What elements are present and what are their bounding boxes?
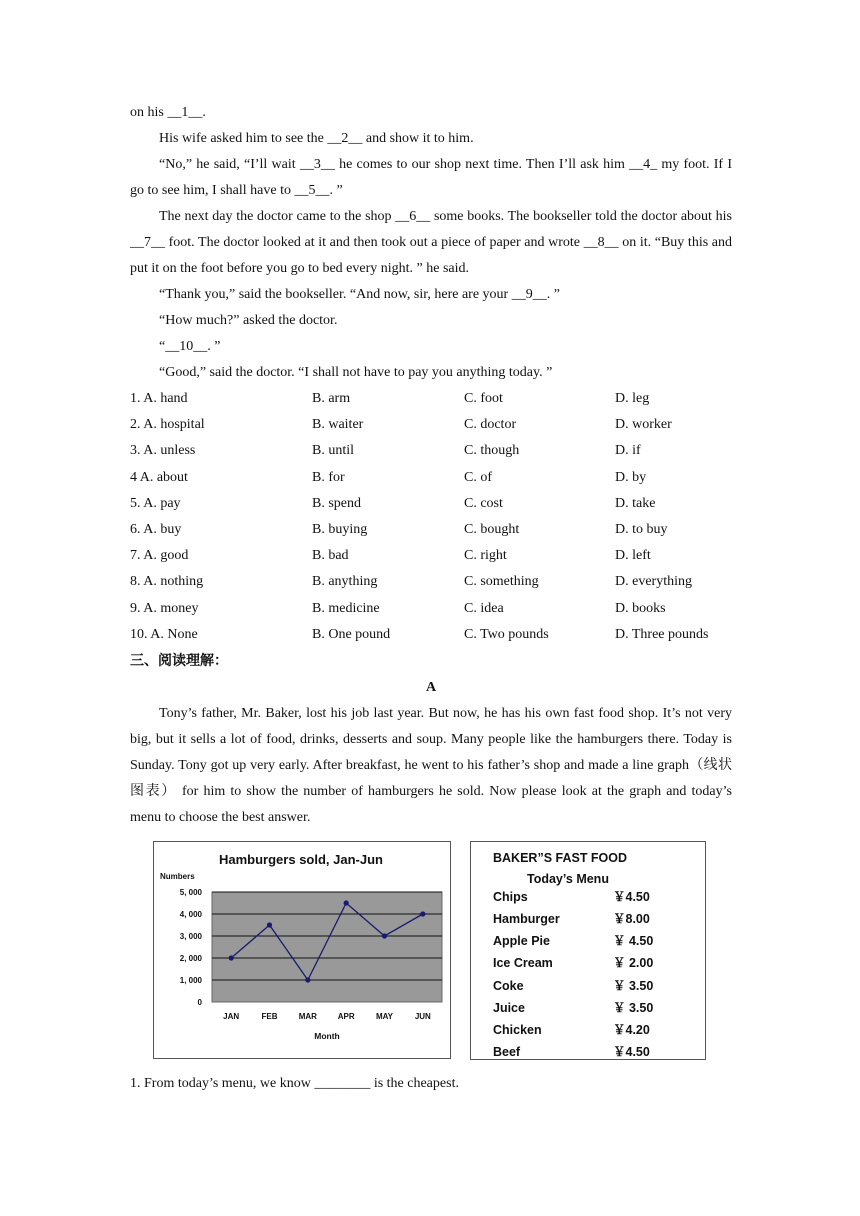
option-c: C. foot [464, 391, 503, 406]
menu-panel [470, 841, 706, 1060]
chart-title: Hamburgers sold, Jan-Jun [219, 851, 383, 867]
passage-line-7: “__10__. ” [159, 339, 221, 354]
menu-item-price: ￥ 3.50 [613, 1000, 654, 1015]
option-c: C. something [464, 574, 539, 590]
option-d: D. if [615, 443, 641, 459]
option-row [130, 622, 732, 648]
y-tick-label: 3, 000 [179, 931, 202, 941]
question-1: 1. From today’s menu, we know ________ is the cheapest. [130, 1075, 459, 1091]
menu-item-price: ￥4.20 [613, 1023, 650, 1037]
x-tick-label: FEB [261, 1011, 278, 1021]
menu-item-name: Ice Cream [493, 956, 553, 971]
option-d: D. Three pounds [615, 626, 709, 642]
menu-item-name: Chips [493, 889, 528, 904]
option-a: 4 A. about [130, 469, 188, 485]
option-b: B. bad [312, 548, 349, 564]
option-b: B. for [312, 469, 345, 485]
option-b: B. until [312, 443, 355, 459]
option-c: C. Two pounds [464, 626, 549, 642]
option-b: B. medicine [312, 600, 380, 616]
option-d: D. left [615, 548, 651, 564]
menu-item-name: Chicken [493, 1023, 542, 1037]
menu-item-price: ￥4.50 [613, 889, 650, 904]
option-c: C. idea [464, 600, 504, 616]
x-tick-label: MAY [375, 1011, 394, 1021]
option-d: D. leg [615, 391, 650, 406]
y-tick-label: 0 [197, 997, 202, 1007]
document-page [130, 100, 732, 1097]
y-tick-label: 2, 000 [179, 953, 202, 963]
menu-item-price: ￥8.00 [613, 912, 650, 927]
reading-paragraph: Tony’s father, Mr. Baker, lost his job last year. But now, he has his own fast food shop. It’s not very big, but it sells a lot of food, drinks, desserts and soup. Many people like the hamburgers there. Today is Sunday. Tony got up very early. After breakfast, he went to his father’s shop and made a line graph（线状图表） for him to show the number of hamburgers he sold. Now please look at the graph and today’s menu to choose the best answer. [130, 705, 732, 825]
data-point [229, 955, 234, 960]
option-d: D. everything [615, 574, 692, 590]
option-a: 5. A. pay [130, 495, 181, 511]
part-label: A [425, 679, 437, 695]
menu-item [493, 1019, 693, 1041]
y-tick-label: 5, 000 [179, 887, 202, 897]
option-row [130, 412, 732, 438]
menu-subtitle: Today’s Menu [527, 871, 609, 886]
option-row [130, 569, 732, 595]
option-b: B. anything [312, 574, 378, 590]
option-a: 10. A. None [130, 626, 198, 642]
menu-item [493, 930, 693, 952]
menu-item [493, 908, 693, 930]
menu-item-name: Beef [493, 1045, 521, 1060]
option-c: C. though [464, 443, 520, 459]
option-row [130, 491, 732, 517]
y-tick-label: 1, 000 [179, 975, 202, 985]
option-d: D. books [615, 600, 666, 616]
plot-area [212, 892, 442, 1002]
passage-line-3: “No,” he said, “I’ll wait __3__ he comes to our shop next time. Then I’ll ask him __4_ my foot. If I go to see him, I shall have to __5__. ” [130, 157, 732, 198]
y-tick-label: 4, 000 [179, 909, 202, 919]
option-d: D. take [615, 495, 656, 511]
passage-line-5: “Thank you,” said the bookseller. “And now, sir, here are your __9__. ” [159, 287, 560, 302]
option-b: B. waiter [312, 417, 364, 433]
section-title: 三、阅读理解： [130, 653, 228, 669]
option-d: D. by [615, 469, 647, 485]
x-tick-label: JAN [223, 1011, 240, 1021]
passage-line-4: The next day the doctor came to the shop __6__ some books. The bookseller told the doctor about his __7__ foot. The doctor looked at it and then took out a piece of paper and wrote __8__ on it. “Buy this and put it on the foot before you go to bed every night. ” he said. [130, 209, 732, 276]
option-c: C. right [464, 548, 507, 564]
data-point [267, 922, 272, 927]
menu-item [493, 997, 693, 1019]
data-point [382, 933, 387, 938]
menu-item-name: Apple Pie [493, 934, 550, 949]
menu-item-name: Juice [493, 1000, 525, 1015]
option-row [130, 465, 732, 491]
options-list [130, 386, 732, 648]
menu-item-price: ￥4.50 [613, 1045, 650, 1060]
x-axis-label: Month [314, 1030, 340, 1041]
line-chart [153, 841, 451, 1059]
option-a: 9. A. money [130, 600, 199, 616]
menu-item [493, 975, 693, 997]
x-tick-label: JUN [414, 1011, 431, 1021]
data-point [344, 900, 349, 905]
menu-item-price: ￥ 3.50 [613, 978, 654, 993]
menu-item [493, 952, 693, 974]
option-a: 2. A. hospital [130, 417, 205, 433]
option-b: B. One pound [312, 626, 391, 642]
menu-item-price: ￥ 2.00 [613, 956, 654, 971]
option-a: 3. A. unless [130, 443, 196, 459]
passage-line-8: “Good,” said the doctor. “I shall not have to pay you anything today. ” [159, 365, 553, 380]
option-a: 6. A. buy [130, 521, 182, 537]
option-row [130, 517, 732, 543]
menu-item-name: Hamburger [493, 912, 560, 927]
option-row [130, 543, 732, 569]
option-a: 1. A. hand [130, 391, 188, 406]
option-d: D. to buy [615, 521, 668, 537]
option-d: D. worker [615, 417, 672, 433]
menu-item [493, 1041, 693, 1063]
option-c: C. cost [464, 495, 503, 511]
passage-line-1: on his __1__. [130, 105, 206, 120]
option-row [130, 596, 732, 622]
x-tick-label: MAR [298, 1011, 317, 1021]
x-tick-label: APR [337, 1011, 355, 1021]
option-b: B. spend [312, 495, 361, 511]
option-row [130, 386, 732, 412]
data-point [420, 911, 425, 916]
option-a: 8. A. nothing [130, 574, 204, 590]
option-c: C. doctor [464, 417, 517, 433]
figures [130, 839, 732, 1071]
option-b: B. arm [312, 391, 351, 406]
menu-item [493, 886, 693, 908]
passage-line-2: His wife asked him to see the __2__ and show it to him. [159, 131, 474, 146]
menu-item-price: ￥ 4.50 [613, 934, 654, 949]
option-b: B. buying [312, 521, 368, 537]
option-a: 7. A. good [130, 548, 189, 564]
menu-item-name: Coke [493, 978, 524, 993]
option-c: C. bought [464, 521, 520, 537]
option-row [130, 438, 732, 464]
data-point [305, 977, 310, 982]
menu-items [493, 886, 693, 1064]
y-axis-label: Numbers [160, 871, 195, 881]
passage-line-6: “How much?” asked the doctor. [159, 313, 338, 328]
menu-title: BAKER”S FAST FOOD [493, 850, 628, 865]
option-c: C. of [464, 469, 492, 485]
line-chart-svg [154, 842, 450, 1058]
